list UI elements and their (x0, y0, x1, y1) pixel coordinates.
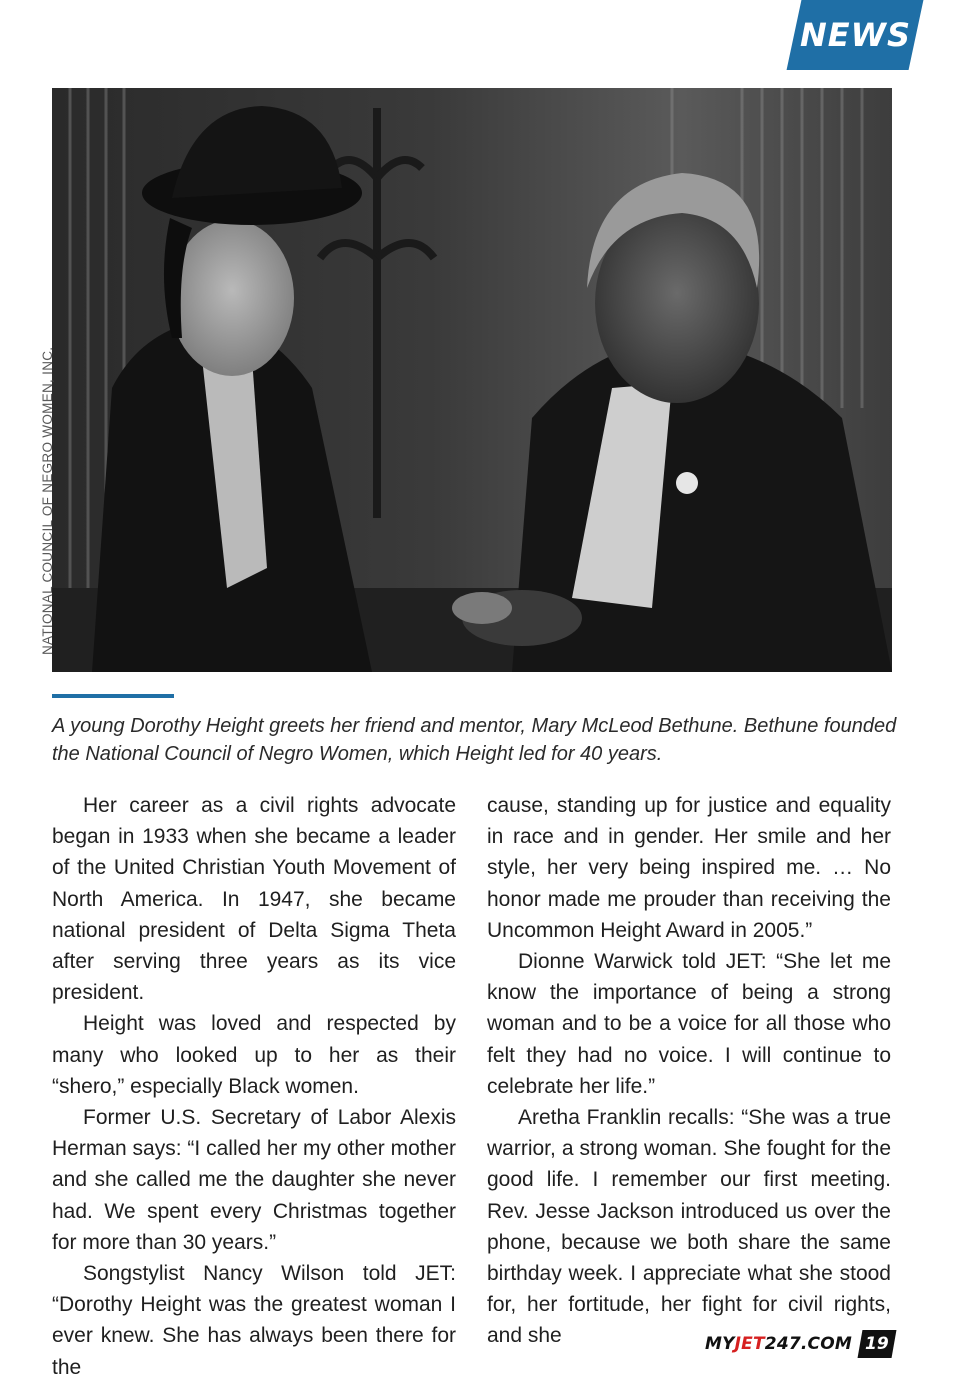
page-footer (705, 1330, 894, 1358)
photo-credit: NATIONAL COUNCIL OF NEGRO WOMEN, INC. (40, 346, 55, 655)
site-url-suffix: 247.COM (764, 1334, 852, 1354)
article-paragraph: Aretha Franklin recalls: “She was a true warrior, a strong woman. She fought for the good life. I remember our first meeting. Rev. Jesse Jackson introduced us over the phone, because we both share the same birthday week. I appreciate what she stood for, her fortitude, her fight for civil rights, and she (487, 1106, 891, 1348)
photo-caption: A young Dorothy Height greets her friend and mentor, Mary McLeod Bethune. Bethune founded the National Council of Negro Women, which Height led for 40 years. (52, 715, 897, 765)
black-and-white-photo (52, 88, 892, 672)
article-photo (52, 88, 892, 672)
section-tab-news (787, 0, 924, 70)
site-url (705, 1334, 852, 1354)
article-paragraph: Former U.S. Secretary of Labor Alexis Herman says: “I called her my other mother and she called me the daughter she never had. We spent every Christmas together for more than 30 years.” (52, 1106, 456, 1254)
site-url-prefix: MY (705, 1334, 735, 1354)
page-number-badge (858, 1330, 897, 1358)
article-paragraph: Songstylist Nancy Wilson told JET: “Dorothy Height was the greatest woman I ever knew. She has always been there for the (52, 1262, 456, 1379)
article-paragraph: Dionne Warwick told JET: “She let me know the importance of being a strong woman and to be a voice for all those who felt they had no voice. I will continue to celebrate her life.” (487, 950, 891, 1098)
article-paragraph: cause, standing up for justice and equality in race and in gender. Her smile and her style, her very being inspired me. … No honor made me prouder than receiving the Uncommon Height Award in 2005.” (487, 794, 891, 942)
article-paragraph: Her career as a civil rights advocate began in 1933 when she became a leader of the United Christian Youth Movement of North America. In 1947, she became national president of Delta Sigma Theta after serving three years as its vice president. (52, 794, 456, 1005)
site-url-accent: JET (734, 1334, 765, 1354)
section-tab-label: NEWS (799, 16, 911, 54)
article-column-left (52, 790, 456, 1383)
article-paragraph: Height was loved and respected by many who looked up to her as their “shero,” especially Black women. (52, 1012, 456, 1098)
caption-rule (52, 694, 174, 698)
article-column-right (487, 790, 891, 1352)
page-number: 19 (865, 1334, 889, 1354)
